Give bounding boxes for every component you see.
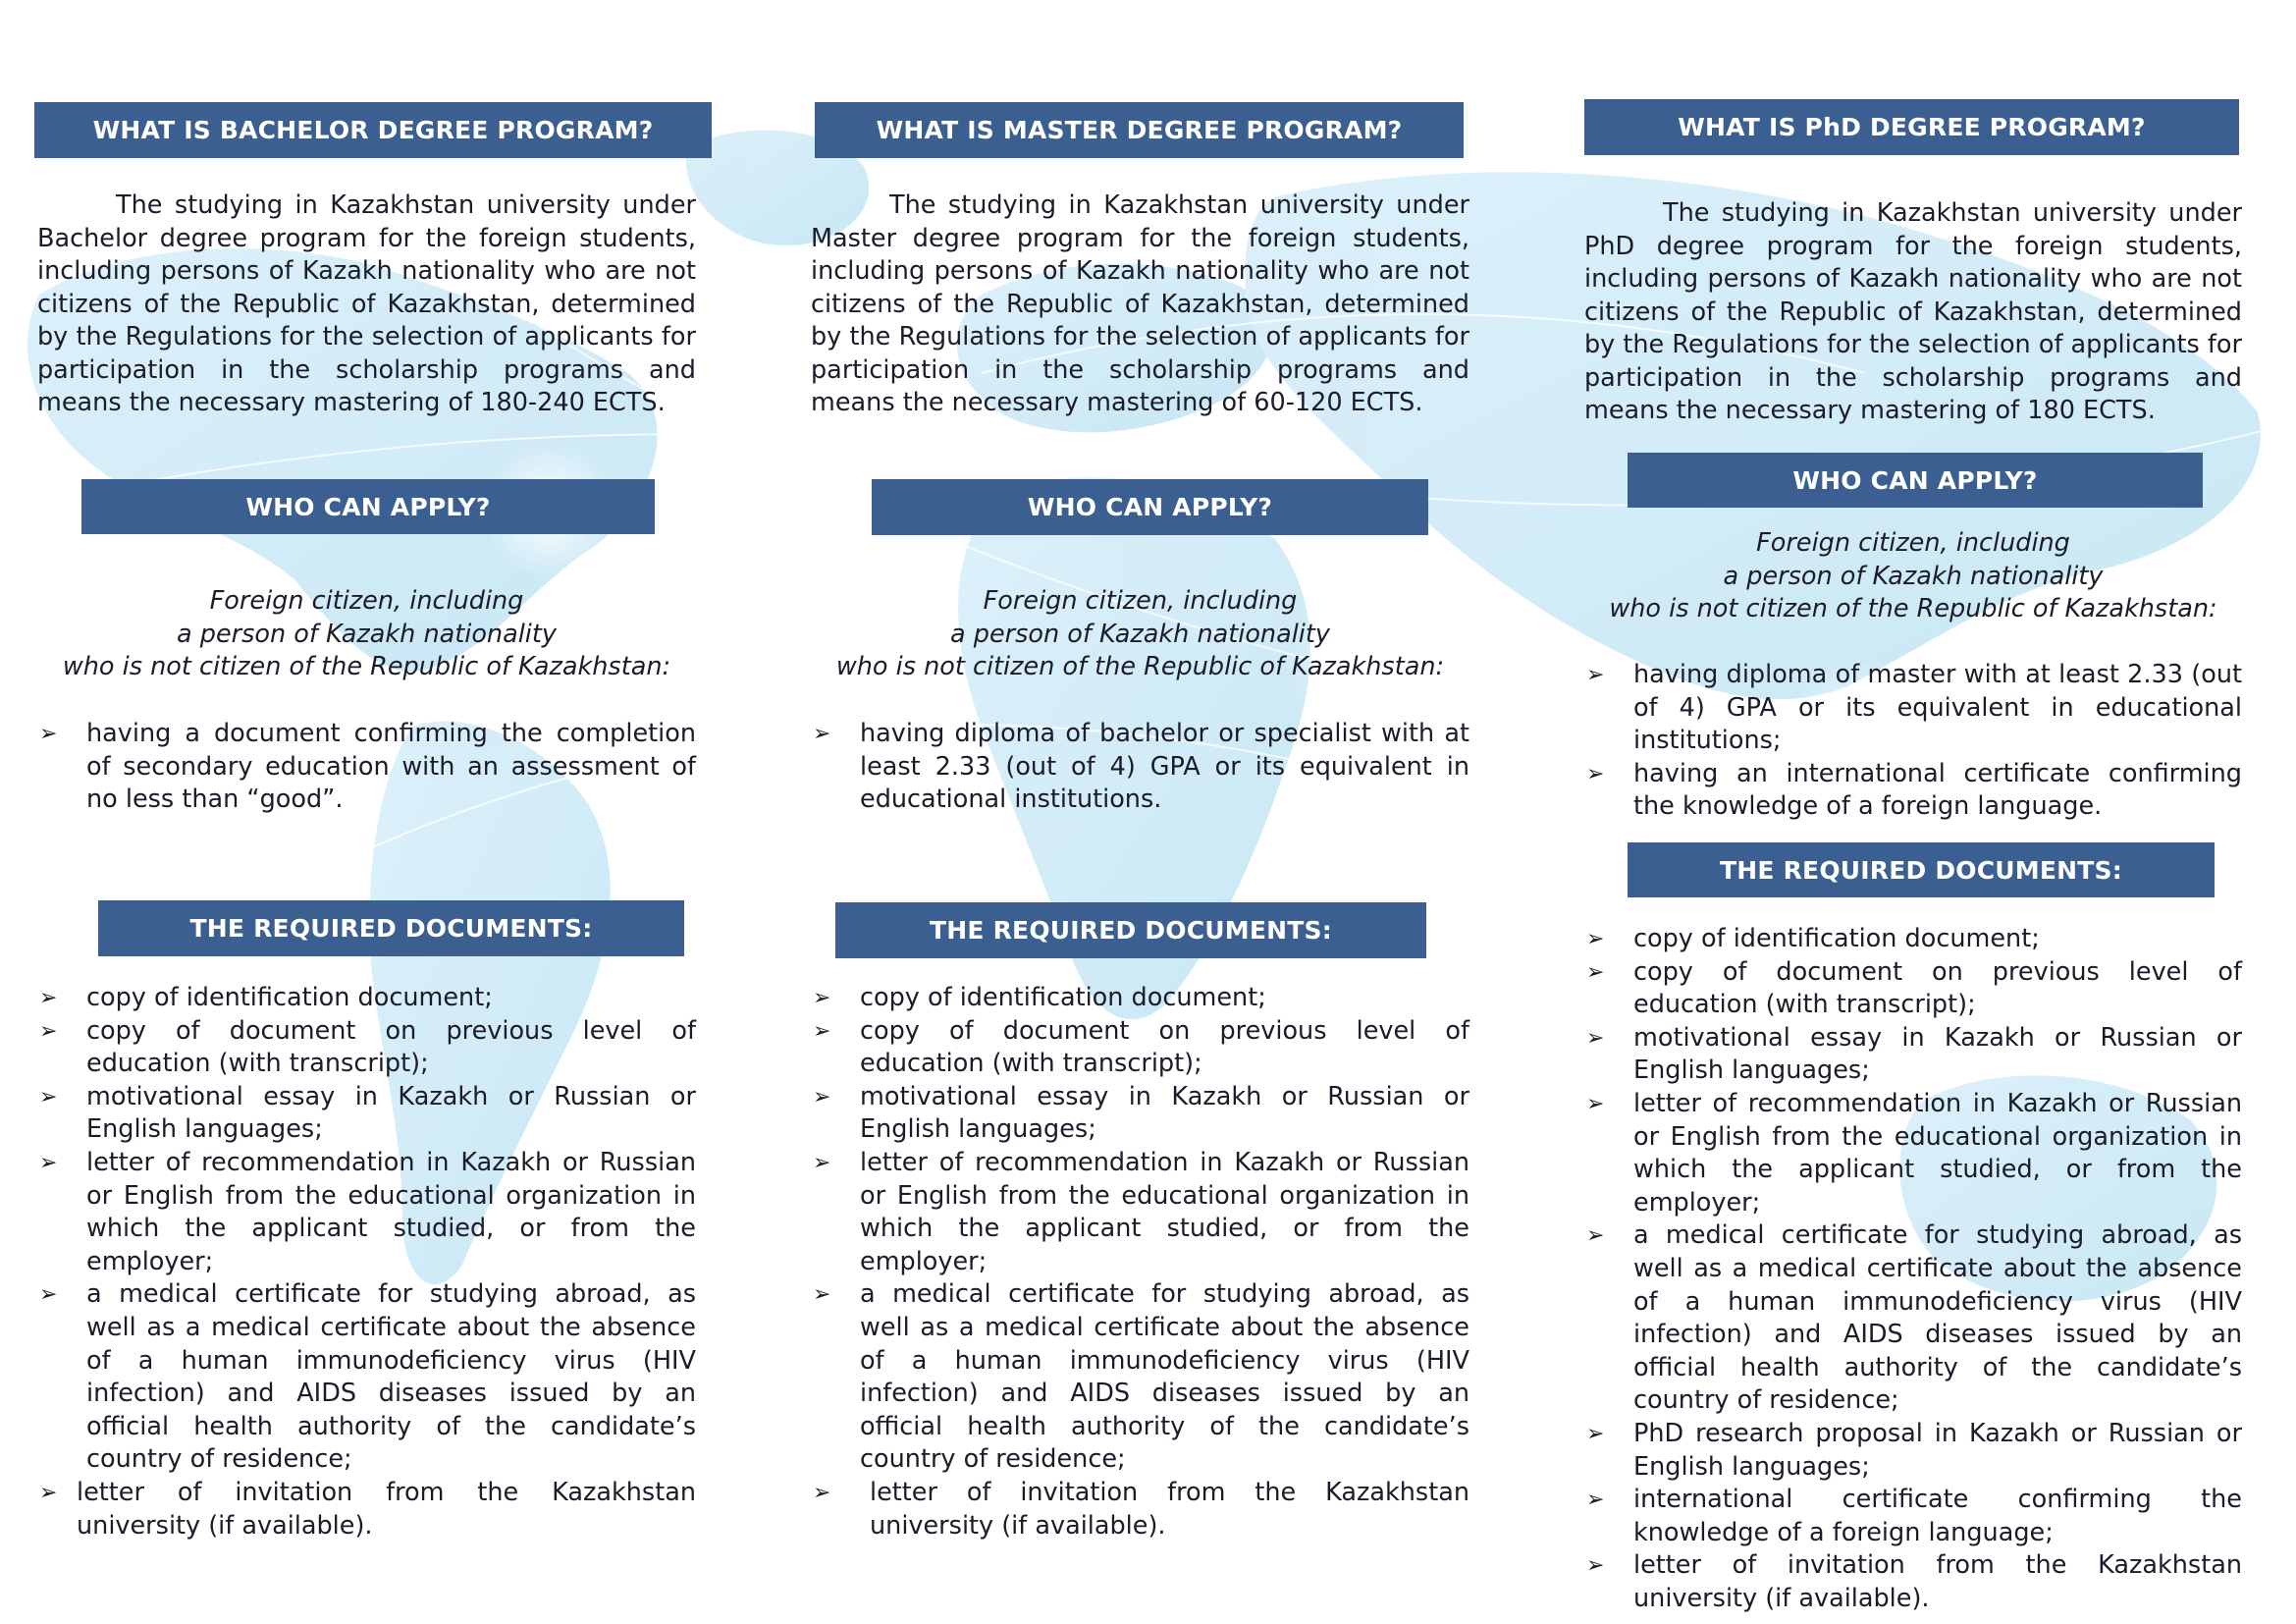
bachelor-eligibility-list (37, 718, 696, 817)
list-item: ➢ copy of identification document; (1584, 923, 2242, 956)
phd-docs-heading: THE REQUIRED DOCUMENTS: (1628, 842, 2215, 897)
phd-eligibility-list (1584, 659, 2242, 824)
arrow-bullet-icon: ➢ (1586, 1553, 1605, 1579)
list-item: ➢ letter of invitation from the Kazakhstan university (if available). (1586, 1550, 2242, 1613)
arrow-bullet-icon: ➢ (1586, 1091, 1605, 1116)
phd-program-heading: WHAT IS PhD DEGREE PROGRAM? (1584, 99, 2239, 155)
arrow-bullet-icon: ➢ (1586, 1025, 1605, 1051)
arrow-bullet-icon: ➢ (1586, 761, 1605, 786)
phd-documents-list (1584, 923, 2242, 1615)
arrow-bullet-icon: ➢ (39, 1480, 58, 1505)
eligibility-line: who is not citizen of the Republic of Kazakhstan: (1609, 594, 2217, 623)
bachelor-eligibility-intro (37, 585, 696, 684)
phd-eligibility-intro (1584, 527, 2242, 626)
master-who-heading: WHO CAN APPLY? (872, 479, 1428, 535)
list-item: ➢ having an international certificate confirming the knowledge of a foreign language. (1586, 758, 2242, 822)
master-documents-list (811, 982, 1469, 1543)
list-item: ➢ having a document confirming the completion of secondary education with an assessment of no less than “good”. (39, 719, 696, 815)
eligibility-line: a person of Kazakh nationality (950, 619, 1330, 649)
list-item: ➢ letter of recommendation in Kazakh or Russian or English from the educational organization in which the applicant studied, or from the employer; (1586, 1088, 2242, 1218)
arrow-bullet-icon: ➢ (813, 1480, 831, 1505)
phd-who-heading: WHO CAN APPLY? (1628, 453, 2203, 508)
list-item: ➢ copy of document on previous level of education (with transcript); (813, 1015, 1469, 1079)
eligibility-line: who is not citizen of the Republic of Kazakhstan: (62, 652, 671, 681)
list-item: ➢ motivational essay in Kazakh or Russian or English languages; (813, 1081, 1469, 1145)
master-program-description: The studying in Kazakhstan university under Master degree program for the foreign students, including persons of Kazakh nationality who are not citizens of the Republic of Kazakhstan, determined by the Regulations for the selection of applicants for participation in the scholarship programs and means the necessary mastering of 60-120 ECTS. (811, 190, 1469, 417)
eligibility-line: a person of Kazakh nationality (177, 619, 557, 649)
list-item: ➢ copy of identification document; (37, 982, 696, 1015)
eligibility-line: a person of Kazakh nationality (1723, 561, 2104, 591)
arrow-bullet-icon: ➢ (813, 1282, 831, 1308)
arrow-bullet-icon: ➢ (813, 1084, 831, 1110)
arrow-bullet-icon: ➢ (1586, 1488, 1605, 1513)
eligibility-line: Foreign citizen, including (1756, 528, 2070, 558)
master-eligibility-intro (811, 585, 1469, 684)
bachelor-docs-heading: THE REQUIRED DOCUMENTS: (98, 900, 684, 956)
bachelor-program-description: The studying in Kazakhstan university under Bachelor degree program for the foreign students, including persons of Kazakh nationality who are not citizens of the Republic of Kazakhstan, determined by the Regulations for the selection of applicants for participation in the scholarship programs and means the necessary mastering of 180-240 ECTS. (37, 190, 696, 417)
arrow-bullet-icon: ➢ (813, 986, 831, 1010)
arrow-bullet-icon: ➢ (1586, 959, 1605, 985)
list-item: ➢ letter of recommendation in Kazakh or Russian or English from the educational organization in which the applicant studied, or from the employer; (39, 1147, 696, 1276)
list-item: ➢ copy of identification document; (811, 982, 1469, 1015)
list-item: ➢ letter of invitation from the Kazakhstan university (if available). (39, 1477, 696, 1541)
phd-program-description: The studying in Kazakhstan university under PhD degree program for the foreign students, including persons of Kazakh nationality who are not citizens of the Republic of Kazakhstan, determined by the Regulations for the selection of applicants for participation in the scholarship programs and means the necessary mastering of 180 ECTS. (1584, 198, 2242, 425)
eligibility-line: Foreign citizen, including (983, 586, 1298, 616)
arrow-bullet-icon: ➢ (39, 986, 58, 1010)
bachelor-who-heading: WHO CAN APPLY? (81, 479, 655, 534)
list-item: ➢ copy of document on previous level of education (with transcript); (1586, 956, 2242, 1020)
master-eligibility-list (811, 718, 1469, 817)
bachelor-program-heading: WHAT IS BACHELOR DEGREE PROGRAM? (34, 102, 712, 158)
eligibility-line: who is not citizen of the Republic of Kazakhstan: (835, 652, 1445, 681)
list-item: ➢ having diploma of bachelor or specialist with at least 2.33 (out of 4) GPA or its equivalent in educational institutions. (813, 719, 1469, 815)
eligibility-line: Foreign citizen, including (209, 586, 524, 616)
arrow-bullet-icon: ➢ (813, 1150, 831, 1175)
arrow-bullet-icon: ➢ (39, 722, 58, 746)
list-item: ➢ international certificate confirming the knowledge of a foreign language; (1586, 1485, 2242, 1547)
arrow-bullet-icon: ➢ (1586, 663, 1605, 687)
arrow-bullet-icon: ➢ (1586, 927, 1605, 951)
arrow-bullet-icon: ➢ (813, 722, 831, 746)
arrow-bullet-icon: ➢ (39, 1282, 58, 1308)
master-docs-heading: THE REQUIRED DOCUMENTS: (835, 902, 1426, 958)
arrow-bullet-icon: ➢ (1586, 1223, 1605, 1249)
arrow-bullet-icon: ➢ (39, 1084, 58, 1110)
list-item: ➢ a medical certificate for studying abroad, as well as a medical certificate about the absence of a human immunodeficiency virus (HIV infection) and AIDS diseases issued by an official health authority of the candidate’s country of residence; (813, 1279, 1469, 1475)
list-item: ➢ letter of invitation from the Kazakhstan university (if available). (813, 1477, 1469, 1541)
arrow-bullet-icon: ➢ (813, 1018, 831, 1044)
list-item: ➢ PhD research proposal in Kazakh or Russian or English languages; (1586, 1418, 2242, 1482)
arrow-bullet-icon: ➢ (1586, 1421, 1605, 1446)
list-item: ➢ motivational essay in Kazakh or Russian or English languages; (39, 1081, 696, 1145)
bachelor-documents-list (37, 982, 696, 1543)
list-item: ➢ copy of document on previous level of education (with transcript); (39, 1015, 696, 1079)
list-item: ➢ a medical certificate for studying abroad, as well as a medical certificate about the absence of a human immunodeficiency virus (HIV infection) and AIDS diseases issued by an official health authority of the candidate’s country of residence; (39, 1279, 696, 1475)
list-item: ➢ motivational essay in Kazakh or Russian or English languages; (1586, 1022, 2242, 1086)
list-item: ➢ letter of recommendation in Kazakh or Russian or English from the educational organization in which the applicant studied, or from the employer; (813, 1147, 1469, 1276)
list-item: ➢ having diploma of master with at least 2.33 (out of 4) GPA or its equivalent in educational institutions; (1586, 660, 2242, 756)
arrow-bullet-icon: ➢ (39, 1018, 58, 1044)
list-item: ➢ a medical certificate for studying abroad, as well as a medical certificate about the absence of a human immunodeficiency virus (HIV infection) and AIDS diseases issued by an official health authority of the candidate’s country of residence; (1586, 1220, 2242, 1416)
master-program-heading: WHAT IS MASTER DEGREE PROGRAM? (815, 102, 1464, 158)
arrow-bullet-icon: ➢ (39, 1150, 58, 1175)
